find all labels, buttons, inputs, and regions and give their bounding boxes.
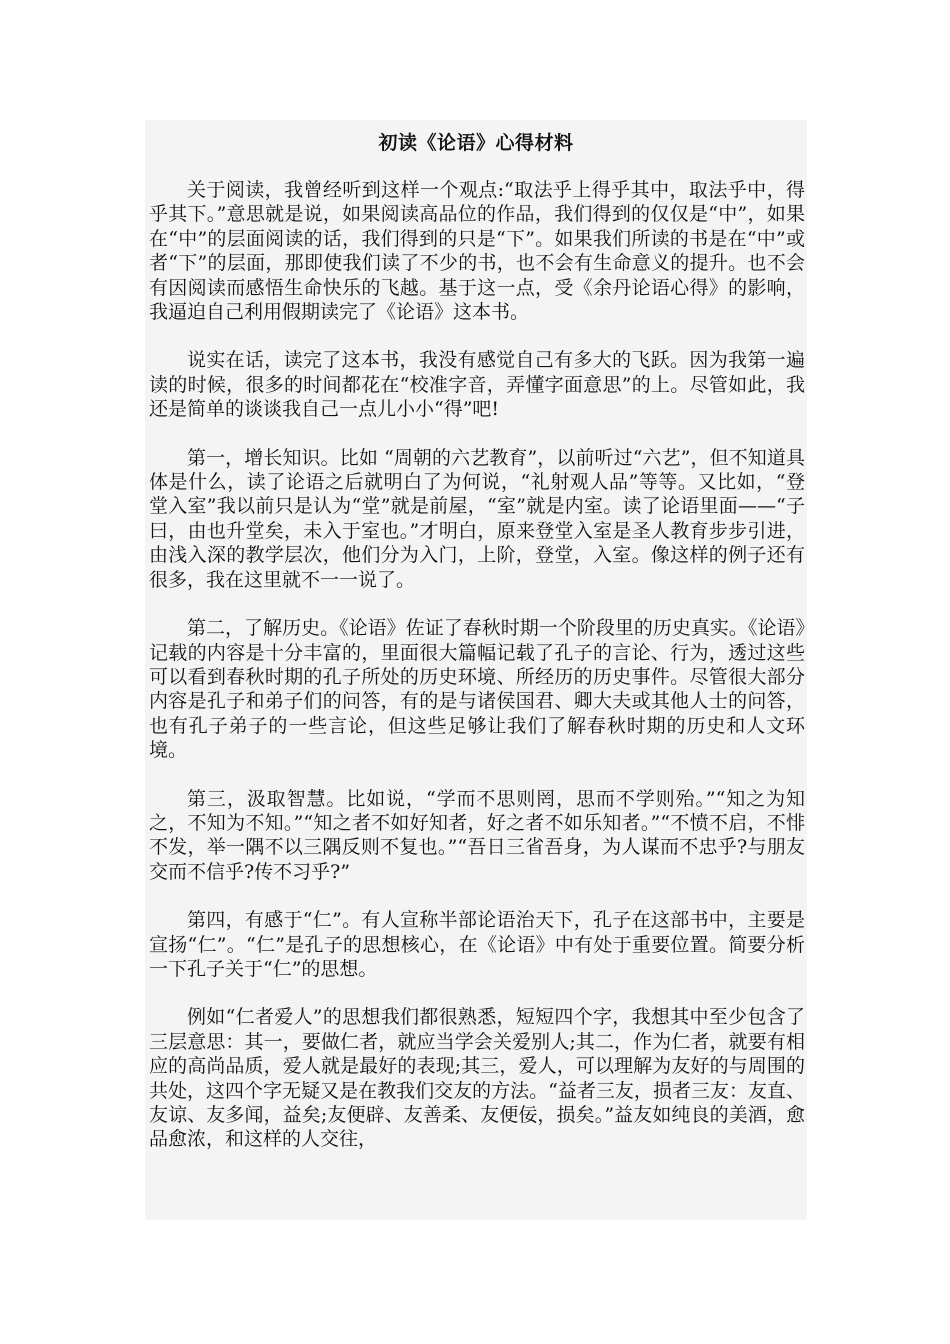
document-page: [145, 120, 807, 1220]
paragraph-1: 关于阅读，我曾经听到这样一个观点:“取法乎上得乎其中，取法乎中，得乎其下。”意思就是说，如果阅读高品位的作品，我们得到的仅仅是“中”，如果在“中”的层面阅读的话，我们得到的只是“下”。如果我们所读的书是在“中”或者“下”的层面，那即使我们读了不少的书，也不会有生命意义的提升。也不会有因阅读而感悟生命快乐的飞越。基于这一点，受《余丹论语心得》的影响，我逼迫自己利用假期读完了《论语》这本书。: [149, 179, 805, 324]
paragraph-2: 说实在话，读完了这本书，我没有感觉自己有多大的飞跃。因为我第一遍读的时候，很多的时间都花在“校准字音，弄懂字面意思”的上。尽管如此，我还是简单的谈谈我自己一点儿小小“得”吧!: [149, 349, 805, 421]
document-title: 初读《论语》心得材料: [378, 132, 574, 154]
paragraph-4: 第二，了解历史。《论语》佐证了春秋时期一个阶段里的历史真实。《论语》记载的内容是十分丰富的，里面很大篇幅记载了孔子的言论、行为，透过这些可以看到春秋时期的孔子所处的历史环境、所经历的历史事件。尽管很大部分内容是孔子和弟子们的问答，有的是与诸侯国君、卿大夫或其他人士的问答，也有孔子弟子的一些言论，但这些足够让我们了解春秋时期的历史和人文环境。: [149, 617, 805, 762]
paragraph-6: 第四，有感于“仁”。有人宣称半部论语治天下，孔子在这部书中，主要是宣扬“仁”。“仁”是孔子的思想核心，在《论语》中有处于重要位置。简要分析一下孔子关于“仁”的思想。: [149, 909, 805, 980]
paragraph-3: 第一，增长知识。比如 “周朝的六艺教育”，以前听过“六艺”，但不知道具体是什么，读了论语之后就明白了为何说，“礼射观人品”等等。又比如，“登堂入室”我以前只是认为“堂”就是前屋，“室”就是内室。读了论语里面——“子曰，由也升堂矣，未入于室也。”才明白，原来登堂入室是圣人教育步步引进，由浅入深的教学层次，他们分为入门，上阶，登堂，入室。像这样的例子还有很多，我在这里就不一一说了。: [149, 446, 805, 591]
paragraph-5: 第三，汲取智慧。比如说，“学而不思则罔，思而不学则殆。”“知之为知之，不知为不知。”“知之者不如好知者，好之者不如乐知者。”“不愤不启，不悱不发，举一隅不以三隅反则不复也。”“吾日三省吾身，为人谋而不忠乎?与朋友交而不信乎?传不习乎?”: [149, 787, 805, 883]
paragraph-7: 例如“仁者爱人”的思想我们都很熟悉，短短四个字，我想其中至少包含了三层意思：其一，要做仁者，就应当学会关爱别人;其二，作为仁者，就要有相应的高尚品质，爱人就是最好的表现;其三，爱人，可以理解为友好的与周围的共处，这四个字无疑又是在教我们交友的方法。“益者三友，损者三友：友直、友谅、友多闻，益矣;友便辟、友善柔、友便佞，损矣。”益友如纯良的美酒，愈品愈浓，和这样的人交往，: [149, 1006, 805, 1151]
